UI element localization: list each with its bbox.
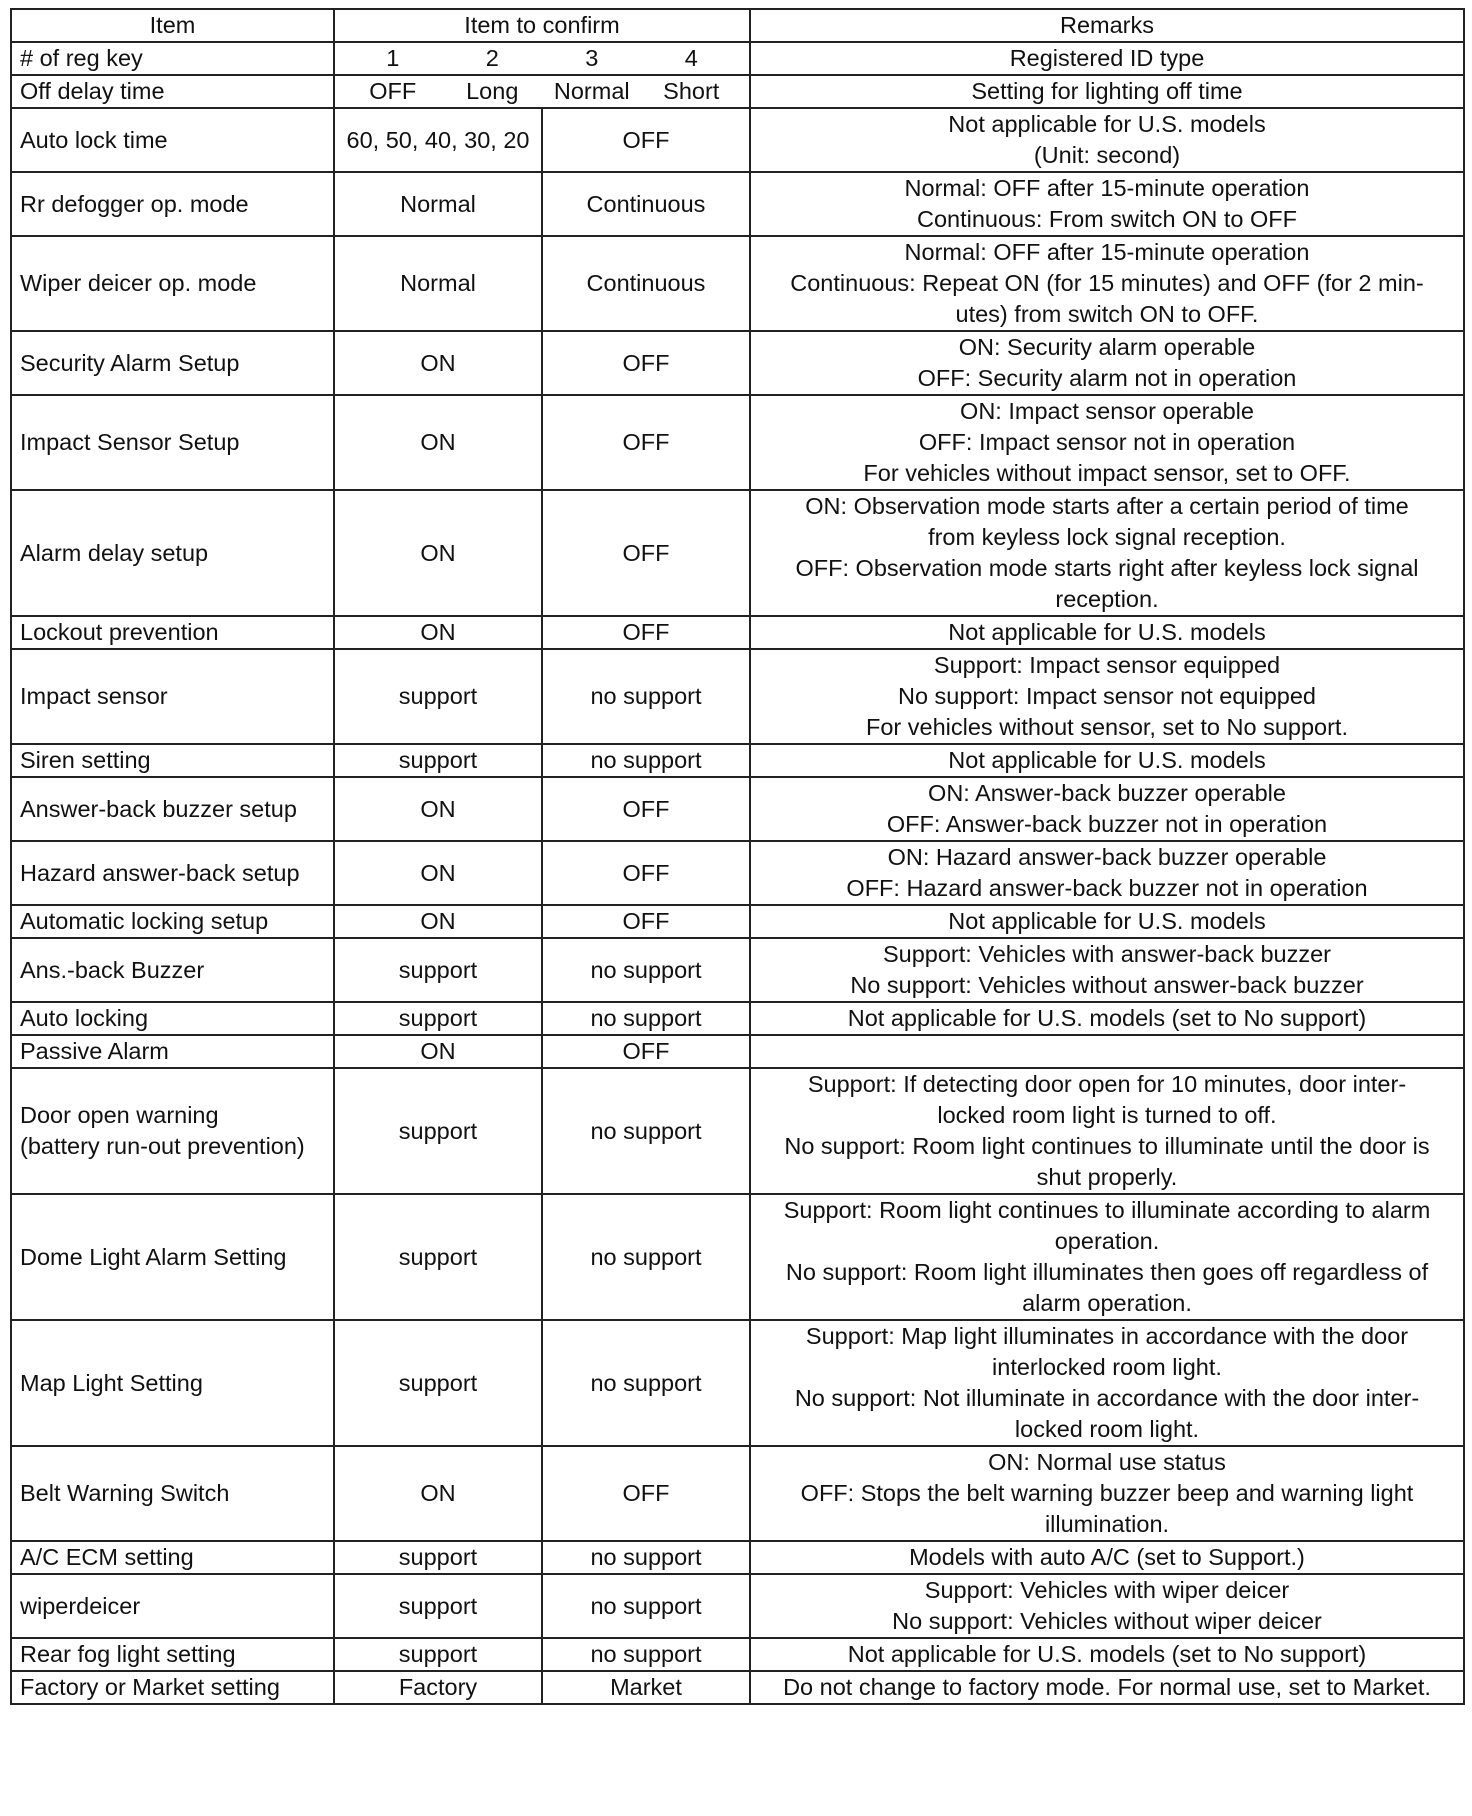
row-remarks — [750, 331, 1464, 395]
settings-table — [10, 8, 1465, 1705]
row-option-2: OFF — [542, 490, 750, 616]
row-item-line: Passive Alarm — [20, 1038, 169, 1064]
row-item-line: Hazard answer-back setup — [20, 859, 300, 886]
row-remarks-line: Models with auto A/C (set to Support.) — [909, 1544, 1305, 1570]
row-remarks-line: Normal: OFF after 15-minute operation — [904, 239, 1310, 265]
row-remarks-line: Not applicable for U.S. models — [948, 619, 1266, 645]
row-option-1: ON — [334, 331, 542, 395]
header-row — [11, 9, 1464, 42]
settings-table-body — [11, 9, 1464, 1704]
row-remarks-line: interlocked room light. — [992, 1354, 1222, 1380]
table-row — [11, 236, 1464, 331]
row-option-2: no support — [542, 744, 750, 777]
row-option-1: ON — [334, 1035, 542, 1068]
row-remarks-line: illumination. — [1044, 1511, 1170, 1537]
row-option-1: Factory — [334, 1671, 542, 1704]
row-option-1: support — [334, 1574, 542, 1638]
row-option-1: support — [334, 649, 542, 744]
row-remarks-line: ON: Hazard answer-back buzzer operable — [887, 844, 1327, 870]
row-remarks-line: locked room light. — [1014, 1416, 1200, 1442]
row-remarks-line: No support: Vehicles without wiper deicer — [892, 1608, 1322, 1634]
row-remarks-line: No support: Impact sensor not equipped — [897, 683, 1317, 709]
table-row — [11, 841, 1464, 905]
row-item-line: Auto lock time — [20, 126, 168, 153]
reg-key-value-3: 3 — [585, 45, 599, 71]
row-remarks-line: OFF: Impact sensor not in operation — [918, 429, 1296, 455]
row-remarks-line: Support: Vehicles with answer-back buzzer — [882, 941, 1332, 967]
row-remarks-line: operation. — [1054, 1228, 1160, 1254]
row-remarks — [750, 744, 1464, 777]
row-item-line: Rr defogger op. mode — [20, 190, 249, 217]
row-remarks-line: OFF: Security alarm not in operation — [917, 365, 1297, 391]
row-item-line: Dome Light Alarm Setting — [20, 1243, 287, 1270]
row-option-1: support — [334, 1194, 542, 1320]
row-option-2: no support — [542, 1320, 750, 1446]
row-remarks-line: from keyless lock signal reception. — [928, 524, 1286, 550]
row-remarks — [750, 1194, 1464, 1320]
row-option-1: ON — [334, 777, 542, 841]
row-item-line: Factory or Market setting — [20, 1674, 280, 1700]
row-option-1: ON — [334, 395, 542, 490]
row-option-1: support — [334, 1638, 542, 1671]
row-remarks-line: No support: Room light continues to illuminate until the door is — [784, 1133, 1430, 1159]
row-item-line: Alarm delay setup — [20, 539, 209, 566]
row-option-1: ON — [334, 616, 542, 649]
row-remarks — [750, 841, 1464, 905]
row-remarks-line: Do not change to factory mode. For normal use, set to Market. — [783, 1674, 1431, 1700]
row-remarks — [750, 905, 1464, 938]
row-item — [11, 841, 334, 905]
row-option-2: no support — [542, 938, 750, 1002]
table-row — [11, 1671, 1464, 1704]
row-option-2: Market — [542, 1671, 750, 1704]
row-item-line: Impact sensor — [20, 683, 168, 709]
row-option-1: ON — [334, 490, 542, 616]
row-remarks-line: ON: Security alarm operable — [958, 334, 1256, 360]
row-remarks-line — [759, 1036, 1455, 1067]
row-remarks-line: locked room light is turned to off. — [937, 1102, 1277, 1128]
table-row — [11, 395, 1464, 490]
row-item — [11, 938, 334, 1002]
row-item — [11, 616, 334, 649]
row-remarks — [750, 777, 1464, 841]
row-item-line: Map Light Setting — [20, 1369, 203, 1396]
table-row — [11, 1194, 1464, 1320]
row-remarks-line: No support: Room light illuminates then goes off regardless of — [785, 1259, 1429, 1285]
row-remarks-line: shut properly. — [1036, 1164, 1178, 1190]
off-delay-row — [11, 75, 1464, 108]
table-row — [11, 1446, 1464, 1541]
row-remarks-line: No support: Vehicles without answer-back buzzer — [850, 972, 1364, 998]
off-delay-value-1: OFF — [369, 78, 417, 104]
row-remarks — [750, 1638, 1464, 1671]
row-remarks — [750, 236, 1464, 331]
row-item-line: Belt Warning Switch — [20, 1480, 230, 1506]
row-remarks-line: Normal: OFF after 15-minute operation — [904, 175, 1310, 201]
row-remarks-line: Not applicable for U.S. models (set to No support) — [847, 1641, 1367, 1667]
row-remarks — [750, 172, 1464, 236]
row-remarks-line: For vehicles without sensor, set to No support. — [866, 714, 1348, 740]
header-remarks: Remarks — [750, 9, 1464, 42]
row-remarks-line: utes) from switch ON to OFF. — [955, 301, 1259, 327]
row-remarks-line: Not applicable for U.S. models — [948, 747, 1266, 773]
row-option-1: support — [334, 744, 542, 777]
row-item — [11, 1446, 334, 1541]
row-item-line: Ans.-back Buzzer — [20, 956, 205, 983]
off-delay-value-3: Normal — [553, 78, 630, 104]
row-item-line: Siren setting — [20, 747, 151, 773]
reg-key-value-2: 2 — [485, 45, 499, 71]
row-item — [11, 1002, 334, 1035]
row-option-2: no support — [542, 1194, 750, 1320]
row-option-2: no support — [542, 649, 750, 744]
row-option-2: OFF — [542, 616, 750, 649]
row-option-2: Continuous — [542, 172, 750, 236]
off-delay-value-4: Short — [663, 78, 720, 104]
row-option-2: no support — [542, 1574, 750, 1638]
reg-key-value-1: 1 — [386, 45, 400, 71]
row-option-2: Continuous — [542, 236, 750, 331]
row-option-2: no support — [542, 1068, 750, 1194]
table-row — [11, 744, 1464, 777]
row-remarks-line: Continuous: Repeat ON (for 15 minutes) and OFF (for 2 min- — [790, 270, 1424, 296]
reg-key-values — [334, 42, 750, 75]
row-remarks — [750, 616, 1464, 649]
reg-key-value-4: 4 — [684, 45, 698, 71]
table-row — [11, 1541, 1464, 1574]
off-delay-value-2: Long — [466, 78, 519, 104]
row-item-line: (battery run-out prevention) — [20, 1133, 305, 1159]
row-option-2: no support — [542, 1541, 750, 1574]
row-remarks-line: Not applicable for U.S. models — [948, 111, 1266, 137]
row-item-line: Security Alarm Setup — [20, 349, 240, 376]
row-option-2: OFF — [542, 1035, 750, 1068]
row-remarks-line: No support: Not illuminate in accordance with the door inter- — [794, 1385, 1420, 1411]
row-remarks — [750, 1541, 1464, 1574]
row-remarks-line: Support: If detecting door open for 10 minutes, door inter- — [807, 1071, 1407, 1097]
row-remarks-line: reception. — [1055, 586, 1159, 612]
row-remarks — [750, 1035, 1464, 1068]
row-remarks — [750, 938, 1464, 1002]
row-remarks-line: ON: Observation mode starts after a certain period of time — [805, 493, 1409, 519]
row-option-1: support — [334, 1002, 542, 1035]
row-item — [11, 744, 334, 777]
off-delay-values — [334, 75, 750, 108]
table-row — [11, 108, 1464, 172]
row-remarks-line: OFF: Stops the belt warning buzzer beep and warning light — [800, 1480, 1414, 1506]
reg-key-item: # of reg key — [11, 42, 334, 75]
table-row — [11, 1035, 1464, 1068]
row-remarks — [750, 1574, 1464, 1638]
row-item — [11, 1320, 334, 1446]
row-option-2: OFF — [542, 905, 750, 938]
row-option-2: no support — [542, 1638, 750, 1671]
table-row — [11, 777, 1464, 841]
row-remarks — [750, 649, 1464, 744]
header-item-to-confirm: Item to confirm — [334, 9, 750, 42]
row-remarks-line: Not applicable for U.S. models (set to No support) — [847, 1005, 1367, 1031]
row-item — [11, 331, 334, 395]
row-remarks — [750, 490, 1464, 616]
reg-key-remarks: Registered ID type — [750, 42, 1464, 75]
row-item-line: Auto locking — [20, 1005, 149, 1031]
table-row — [11, 616, 1464, 649]
row-item-line: Wiper deicer op. mode — [20, 270, 257, 296]
row-option-1: support — [334, 1068, 542, 1194]
row-option-1: support — [334, 1541, 542, 1574]
reg-key-row — [11, 42, 1464, 75]
row-option-1: Normal — [334, 172, 542, 236]
row-item — [11, 236, 334, 331]
row-item-line: Answer-back buzzer setup — [20, 795, 297, 822]
row-item — [11, 1541, 334, 1574]
row-remarks-line: alarm operation. — [1022, 1290, 1192, 1316]
row-remarks-line: OFF: Observation mode starts right after keyless lock signal — [795, 555, 1419, 581]
row-item-line: Rear fog light setting — [20, 1641, 236, 1667]
table-row — [11, 172, 1464, 236]
row-item — [11, 395, 334, 490]
row-item-line: Automatic locking setup — [20, 908, 269, 934]
row-remarks-line: ON: Answer-back buzzer operable — [928, 780, 1286, 806]
row-item-line: Door open warning — [20, 1102, 219, 1128]
row-item-line: Lockout prevention — [20, 619, 219, 645]
row-remarks — [750, 1446, 1464, 1541]
row-remarks — [750, 108, 1464, 172]
row-item — [11, 1671, 334, 1704]
row-remarks-line: Support: Impact sensor equipped — [933, 652, 1281, 678]
table-row — [11, 490, 1464, 616]
row-remarks-line: (Unit: second) — [1033, 142, 1181, 168]
table-row — [11, 1068, 1464, 1194]
row-option-2: OFF — [542, 841, 750, 905]
row-option-2: no support — [542, 1002, 750, 1035]
row-remarks-line: Not applicable for U.S. models — [948, 908, 1266, 934]
off-delay-item: Off delay time — [11, 75, 334, 108]
header-item: Item — [11, 9, 334, 42]
row-remarks — [750, 1320, 1464, 1446]
row-item — [11, 1068, 334, 1194]
row-remarks-line: Support: Map light illuminates in accordance with the door — [805, 1323, 1409, 1349]
row-item — [11, 1574, 334, 1638]
row-item — [11, 108, 334, 172]
table-row — [11, 1638, 1464, 1671]
row-remarks-line: Support: Vehicles with wiper deicer — [924, 1577, 1290, 1603]
row-remarks-line: For vehicles without impact sensor, set to OFF. — [863, 460, 1351, 486]
row-option-2: OFF — [542, 331, 750, 395]
row-remarks-line: OFF: Answer-back buzzer not in operation — [886, 811, 1328, 837]
table-row — [11, 331, 1464, 395]
row-remarks — [750, 1671, 1464, 1704]
row-item — [11, 490, 334, 616]
table-row — [11, 938, 1464, 1002]
row-remarks-line: Continuous: From switch ON to OFF — [916, 206, 1298, 232]
row-remarks-line: OFF: Hazard answer-back buzzer not in operation — [846, 875, 1368, 901]
row-item — [11, 1035, 334, 1068]
row-item — [11, 1194, 334, 1320]
row-item — [11, 1638, 334, 1671]
table-row — [11, 905, 1464, 938]
row-item — [11, 777, 334, 841]
row-remarks-line: Support: Room light continues to illuminate according to alarm — [783, 1197, 1431, 1223]
row-remarks — [750, 1068, 1464, 1194]
row-remarks-line: ON: Normal use status — [988, 1449, 1226, 1475]
row-item — [11, 649, 334, 744]
row-option-2: OFF — [542, 108, 750, 172]
row-item-line: wiperdeicer — [20, 1592, 141, 1619]
table-row — [11, 1002, 1464, 1035]
row-item-line: A/C ECM setting — [20, 1544, 194, 1570]
row-item — [11, 905, 334, 938]
row-option-1: ON — [334, 1446, 542, 1541]
row-option-1: ON — [334, 841, 542, 905]
row-option-1: ON — [334, 905, 542, 938]
off-delay-remarks: Setting for lighting off time — [750, 75, 1464, 108]
row-item — [11, 172, 334, 236]
row-remarks — [750, 1002, 1464, 1035]
row-item-line: Impact Sensor Setup — [20, 429, 240, 455]
row-option-1: support — [334, 1320, 542, 1446]
row-option-2: OFF — [542, 395, 750, 490]
row-option-1: support — [334, 938, 542, 1002]
row-option-2: OFF — [542, 777, 750, 841]
table-row — [11, 649, 1464, 744]
table-row — [11, 1574, 1464, 1638]
row-remarks-line: ON: Impact sensor operable — [960, 398, 1254, 424]
row-option-1: 60, 50, 40, 30, 20 — [334, 108, 542, 172]
row-option-2: OFF — [542, 1446, 750, 1541]
table-row — [11, 1320, 1464, 1446]
row-option-1: Normal — [334, 236, 542, 331]
row-remarks — [750, 395, 1464, 490]
